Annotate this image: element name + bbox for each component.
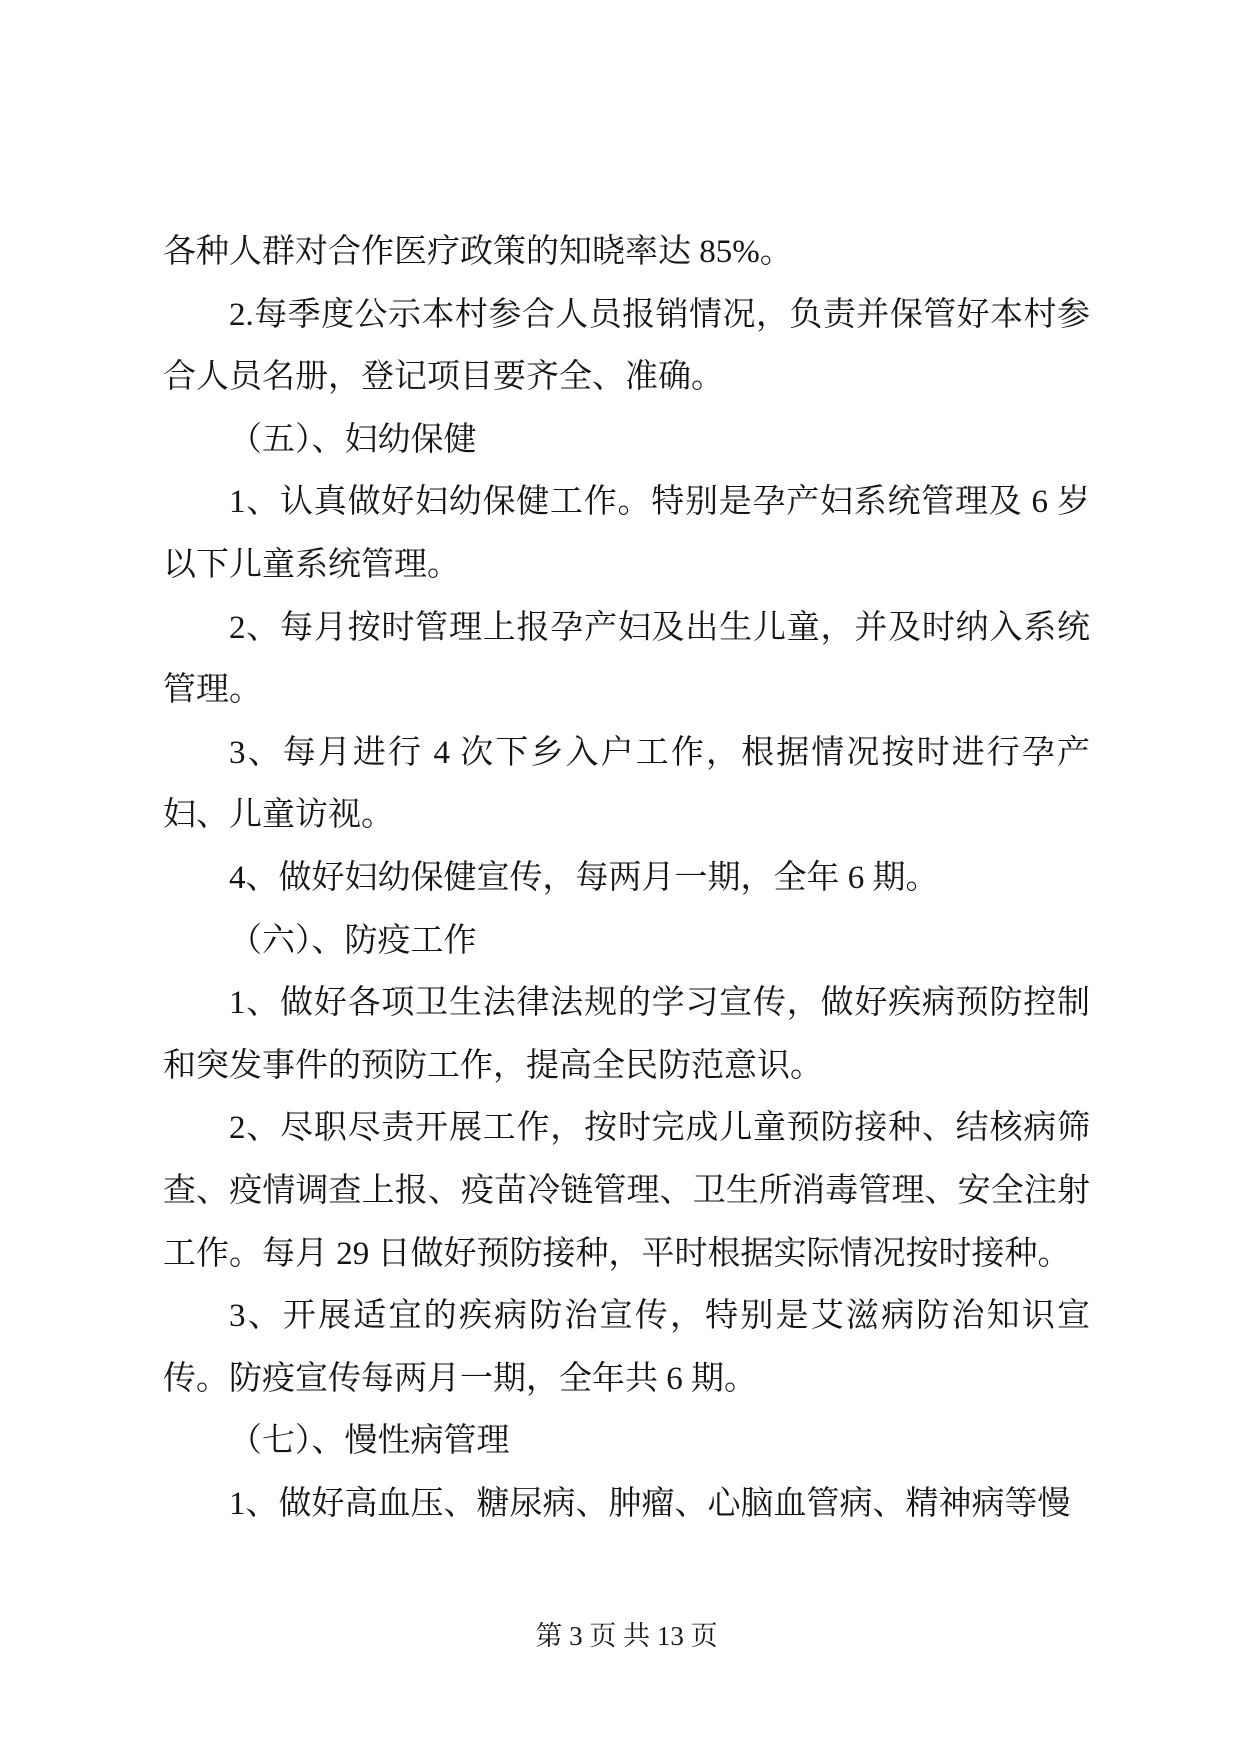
paragraph: 1、做好高血压、糖尿病、肿瘤、心脑血管病、精神病等慢 (229, 1485, 1071, 1522)
paragraph: （六）、防疫工作 (229, 922, 477, 959)
paragraph: 3、开展适宜的疾病防治宣传，特别是艾滋病防治知识宣传。防疫宣传每两月一期，全年共 6 期。 (163, 1298, 1090, 1397)
paragraph: （七）、慢性病管理 (229, 1423, 510, 1460)
paragraph: 2、每月按时管理上报孕产妇及出生儿童，并及时纳入系统管理。 (163, 609, 1090, 709)
paragraph: 4、做好妇幼保健宣传，每两月一期，全年 6 期。 (229, 859, 939, 896)
paragraph: （五）、妇幼保健 (229, 421, 477, 458)
paragraph: 各种人群对合作医疗政策的知晓率达 85%。 (163, 234, 793, 270)
paragraph: 2、尽职尽责开展工作，按时完成儿童预防接种、结核病筛查、疫情调查上报、疫苗冷链管理、卫生所消毒管理、安全注射工作。每月 29 日做好预防接种，平时根据实际情况按时接种。 (163, 1110, 1090, 1272)
page-footer (163, 1616, 1090, 1656)
paragraph: 1、认真做好妇幼保健工作。特别是孕产妇系统管理及 6 岁以下儿童系统管理。 (163, 484, 1090, 583)
page-number-label: 第 3 页 共 13 页 (535, 1621, 718, 1651)
paragraph: 1、做好各项卫生法律法规的学习宣传，做好疾病预防控制和突发事件的预防工作，提高全民防范意识。 (163, 985, 1090, 1084)
paragraph: 3、每月进行 4 次下乡入户工作，根据情况按时进行孕产妇、儿童访视。 (163, 734, 1090, 834)
paragraph: 2.每季度公示本村参合人员报销情况，负责并保管好本村参合人员名册，登记项目要齐全、准确。 (163, 296, 1090, 396)
document-body (163, 221, 1090, 1535)
